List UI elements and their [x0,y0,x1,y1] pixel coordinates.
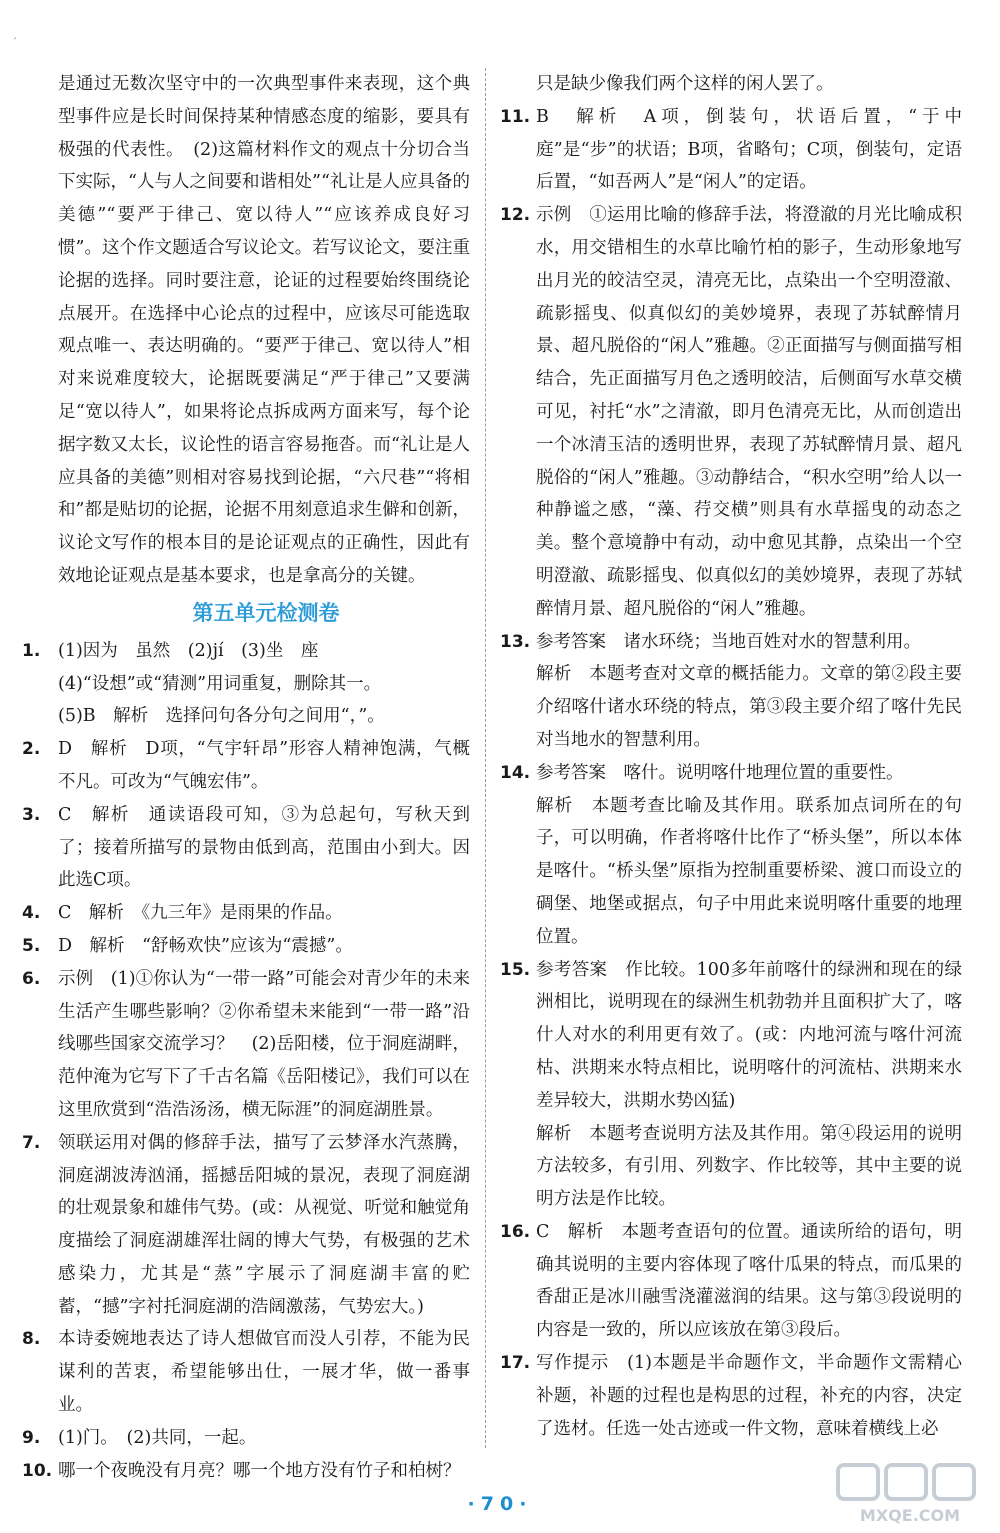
item-text: B 解析 A项，倒装句，状语后置，“于中庭”是“步”的状语；B项，省略句；C项，倒装句，定语后置，“如吾两人”是“闲人”的定语。 [536,106,962,193]
corner-mark: ˊ [12,38,17,49]
item-text: 示例 (1)①你认为“一带一路”可能会对青少年的未来生活产生哪些影响？②你希望未来能到“一带一路”沿线哪些国家交流学习？ (2)岳阳楼，位于洞庭湖畔，范仲淹为它写下了千古名篇《岳阳楼记》，我们可以在这里欣赏到“浩浩汤汤，横无际涯”的洞庭湖胜景。 [58,968,470,1120]
answer-item-3 [22,799,470,897]
item-analysis: 解析 本题考查对文章的概括能力。文章的第②段主要介绍喀什诸水环绕的特点，第③段主要介绍了喀什先民对当地水的智慧利用。 [536,664,962,750]
item-text: C 解析 通读语段可知，③为总起句，写秋天到了；接着所描写的景物由低到高，范围由小到大。因此选C项。 [58,804,470,891]
answer-item-12 [500,199,962,625]
item-line: (4)“设想”或“猜测”用词重复，删除其一。 [58,673,382,694]
item-text: C 解析 《九三年》是雨果的作品。 [58,903,343,924]
section-title: 第五单元检测卷 [192,600,340,625]
answer-item-9 [22,1422,470,1455]
item-number: 16. [500,1221,531,1242]
answer-item-1 [22,635,470,733]
item-text: C 解析 本题考查语句的位置。通读所给的语句，明确其说明的主要内容体现了喀什瓜果的特点，而瓜果的香甜正是冰川融雪浇灌滋润的结果。这与第③段说明的内容是一致的，所以应该放在第③段后。 [536,1221,962,1341]
item-analysis: 解析 本题考查说明方法及其作用。第④段运用的说明方法较多，有引用、列数字、作比较等，其中主要的说明方法是作比较。 [536,1123,962,1210]
item-text: 参考答案 诸水环绕；当地百姓对水的智慧利用。 [536,631,921,652]
answer-item-5 [22,930,470,963]
item-text: 本诗委婉地表达了诗人想做官而没人引荐，不能为民谋利的苦衷，希望能够出仕，一展才华，做一番事业。 [58,1329,470,1416]
left-column [22,68,470,1487]
answer-item-8 [22,1323,470,1421]
answer-item-4 [22,897,470,930]
watermark-logo-icon [830,1459,990,1529]
item-text: 写作提示 (1)本题是半命题作文，半命题作文需精心补题，补题的过程也是构思的过程，补充的内容，决定了选材。任选一处古迹或一件文物，意味着横线上必 [536,1353,962,1439]
answer-item-14 [500,757,962,954]
item-number: 9. [22,1427,41,1448]
item-text: D 解析 D项，“气宇轩昂”形容人精神饱满，气概不凡。可改为“气魄宏伟”。 [58,739,470,792]
answer-item-15 [500,954,962,1216]
answer-item-7 [22,1127,470,1324]
item-text: 参考答案 作比较。100多年前喀什的绿洲和现在的绿洲相比，说明现在的绿洲生机勃勃并且面积扩大了，喀什人对水的利用更有效了。(或：内地河流与喀什河流枯、洪期来水特点相比，说明喀什的河流枯、洪期来水差异较大，洪期水势凶猛) [536,959,962,1111]
item-number: 4. [22,903,41,924]
answer-item-16 [500,1216,962,1347]
answer-item-6 [22,963,470,1127]
page-number-value: 70 [480,1493,520,1515]
item-line: (5)B 解析 选择问句各分句之间用“，”。 [58,706,385,727]
page-number: ·70· [467,1493,533,1515]
answer-item-2 [22,733,470,799]
item-number: 17. [500,1353,531,1374]
item-text: 哪一个夜晚没有月亮？哪一个地方没有竹子和柏树？ [58,1460,461,1481]
answer-item-17 [500,1347,962,1445]
essay-guidance-paragraph: 是通过无数次坚守中的一次典型事件来表现，这个典型事件应是长时间保持某种情感态度的缩影，要具有极强的代表性。 (2)这篇材料作文的观点十分切合当下实际，“人与人之间要和谐相处”“礼让是人应具备的美德”“要严于律己、宽以待人”“应该养成良好习惯”。这个作文题适合写议论文。若写议论文，要注重论据的选择。同时要注意，论证的过程要始终围绕论点展开。在选择中心论点的过程中，应该尽可能选取观点唯一、表达明确的。“要严于律己、宽以待人”相对来说难度较大，论据既要满足“严于律己”又要满足“宽以待人”，如果将论点拆成两方面来写，每个论据字数又太长，议论性的语言容易拖沓。而“礼让是人应具备的美德”则相对容易找到论据，“六尺巷”“将相和”都是贴切的论据，论据不用刻意追求生僻和创新，议论文写作的根本目的是论证观点的正确性，因此有效地论证观点是基本要求，也是拿高分的关键。 [58,74,470,586]
answer-item-10 [22,1455,470,1488]
item-text: 领联运用对偶的修辞手法，描写了云梦泽水汽蒸腾，洞庭湖波涛汹涌，摇撼岳阳城的景况，表现了洞庭湖的壮观景象和雄伟气势。(或：从视觉、听觉和触觉角度描绘了洞庭湖雄浑壮阔的博大气势，有极强的艺术感染力，尤其是“蒸”字展示了洞庭湖丰富的贮蓄，“撼”字衬托洞庭湖的浩阔激荡，气势宏大。) [58,1132,470,1317]
item-text: (1)门。 (2)共同，一起。 [58,1427,257,1448]
item-text: 示例 ①运用比喻的修辞手法，将澄澈的月光比喻成积水，用交错相生的水草比喻竹柏的影子，生动形象地写出月光的皎洁空灵，清亮无比，点染出一个空明澄澈、疏影摇曳、似真似幻的美妙境界，表现了苏轼醉情月景、超凡脱俗的“闲人”雅趣。②正面描写与侧面描写相结合，先正面描写月色之透明皎洁，后侧面写水草交横可见，衬托“水”之清澈，即月色清亮无比，从而创造出一个冰清玉洁的透明世界，表现了苏轼醉情月景、超凡脱俗的“闲人”雅趣。③动静结合，“积水空明”给人以一种静谧之感，“藻、荇交横”则具有水草摇曳的动态之美。整个意境静中有动，动中愈见其静，点染出一个空明澄澈、疏影摇曳、似真似幻的美妙境界，表现了苏轼醉情月景、超凡脱俗的“闲人”雅趣。 [536,205,962,619]
answer-item-13 [500,626,962,757]
right-column [500,68,962,1445]
column-divider [485,68,486,1448]
item-number: 3. [22,804,41,825]
item-number: 11. [500,106,531,127]
item-number: 1. [22,640,41,661]
item-number: 14. [500,762,531,783]
item-line: (1)因为 虽然 (2)jí (3)坐 座 [58,640,319,661]
item-analysis: 解析 本题考查比喻及其作用。联系加点词所在的句子，可以明确，作者将喀什比作了“桥头堡”，所以本体是喀什。“桥头堡”原指为控制重要桥梁、渡口而设立的碉堡、地堡或据点，句子中用此来说明喀什重要的地理位置。 [536,795,962,947]
item-number: 8. [22,1329,41,1350]
watermark-text: MXQE.COM [859,1506,961,1525]
item-number: 6. [22,968,41,989]
item-text: D 解析 “舒畅欢快”应该为“震撼”。 [58,935,353,956]
item-number: 2. [22,739,41,760]
item-number: 7. [22,1132,41,1153]
item-number: 5. [22,935,41,956]
item-text: 参考答案 喀什。说明喀什地理位置的重要性。 [536,762,904,783]
item-number: 12. [500,205,531,226]
item-number: 15. [500,959,531,980]
item-number: 10. [22,1460,53,1481]
continued-answer: 只是缺少像我们两个这样的闲人罢了。 [536,74,834,94]
item-number: 13. [500,631,531,652]
answer-item-11 [500,101,962,199]
